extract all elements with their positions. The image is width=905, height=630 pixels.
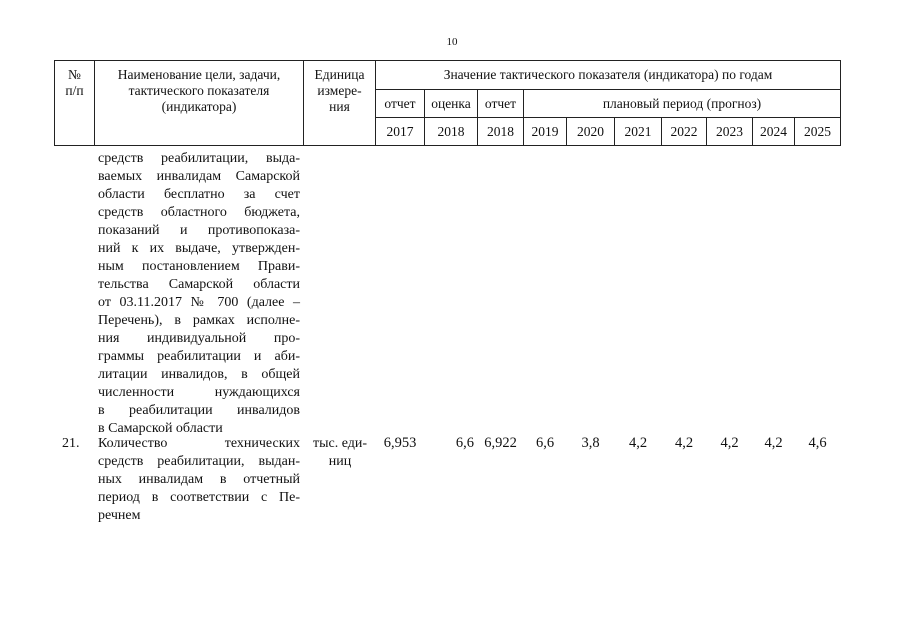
text-line: в реабилитации инвалидов (98, 403, 300, 418)
row-21-value-2020: 3,8 (581, 435, 600, 451)
page-number: 10 (446, 36, 458, 48)
text-line: средств реабилитации, выдан- (98, 454, 300, 469)
year-label: 2019 (531, 123, 559, 139)
header-year-cell (706, 117, 753, 146)
year-label: 2021 (624, 123, 652, 139)
year-label: 2017 (386, 123, 414, 139)
row-21-value-2023: 4,2 (720, 435, 739, 451)
header-subgroup-estimate-2018 (424, 89, 478, 118)
text-line: численности нуждающихся (98, 385, 300, 400)
text-line: Перечень), в рамках исполне- (98, 313, 300, 328)
header-num-label: № п/п (65, 67, 84, 98)
header-value-group-label: Значение тактического показателя (индикатора) по годам (443, 67, 773, 82)
year-label: 2018 (437, 123, 465, 139)
row-21-number: 21. (62, 436, 80, 451)
text-line: от 03.11.2017 № 700 (далее – (98, 295, 300, 310)
header-num-cell (54, 60, 95, 146)
row-21-value-2018-report: 6,922 (484, 435, 517, 451)
header-name-cell (94, 60, 304, 146)
text-line: тыс. еди- (312, 436, 368, 451)
text-line: ных инвалидам в отчетный (98, 472, 300, 487)
row-21-value-2021: 4,2 (628, 435, 648, 451)
text-line: ний к их выдаче, утвержден- (98, 241, 300, 256)
text-line: в Самарской области (98, 421, 223, 436)
row-21-unit (308, 435, 372, 471)
row-21-value-2025: 4,6 (808, 435, 827, 451)
header-name-label: Наименование цели, задачи, тактического показателя (индикатора) (117, 67, 281, 114)
header-subgroup-forecast (523, 89, 841, 118)
text-line: граммы реабилитации и аби- (98, 349, 300, 364)
year-label: 2020 (577, 123, 604, 139)
text-line: литации инвалидов, в общей (98, 367, 300, 382)
header-year-cell (566, 117, 615, 146)
subgroup-label: отчет (484, 95, 517, 111)
header-year-cell (752, 117, 795, 146)
text-line: Количество технических (98, 436, 300, 451)
year-label: 2018 (487, 123, 514, 139)
header-year-cell (424, 117, 478, 146)
text-line: ным постановлением Прави- (98, 259, 300, 274)
year-label: 2022 (670, 123, 698, 139)
text-line: ния индивидуальной про- (98, 331, 300, 346)
year-label: 2024 (760, 123, 787, 139)
text-line: период в соответствии с Пе- (98, 490, 300, 505)
row-21-value-2017-report: 6,953 (383, 435, 417, 451)
header-value-group (375, 60, 841, 90)
header-year-cell (375, 117, 425, 146)
text-line: средств областного бюджета, (98, 205, 300, 220)
row-21-value-2024: 4,2 (764, 435, 783, 451)
row-21-value-2018-estimate: 6,6 (455, 435, 474, 451)
header-year-cell (523, 117, 567, 146)
text-line: тельства Самарской области (98, 277, 300, 292)
header-unit-label: Единица измере-ния (314, 67, 365, 114)
row-21-value-2019: 6,6 (535, 435, 555, 451)
subgroup-label: оценка (431, 95, 471, 111)
row-21-name (98, 435, 300, 525)
header-subgroup-report-2018 (477, 89, 524, 118)
row-21-value-2022: 4,2 (674, 435, 694, 451)
header-subgroup-report-2017 (375, 89, 425, 118)
year-label: 2023 (716, 123, 743, 139)
continued-row-text (98, 150, 300, 438)
header-year-cell (794, 117, 841, 146)
subgroup-label: отчет (384, 95, 416, 111)
header-year-cell (661, 117, 707, 146)
text-line: ниц (328, 454, 352, 469)
text-line: показаний и противопоказа- (98, 223, 300, 238)
year-label: 2025 (804, 123, 831, 139)
header-year-cell (477, 117, 524, 146)
text-line: средств реабилитации, выда- (98, 151, 300, 166)
header-unit-cell (303, 60, 376, 146)
text-line: области бесплатно за счет (98, 187, 300, 202)
subgroup-label: плановый период (прогноз) (602, 95, 762, 111)
header-year-cell (614, 117, 662, 146)
text-line: ваемых инвалидам Самарской (98, 169, 300, 184)
text-line: речнем (98, 508, 141, 523)
